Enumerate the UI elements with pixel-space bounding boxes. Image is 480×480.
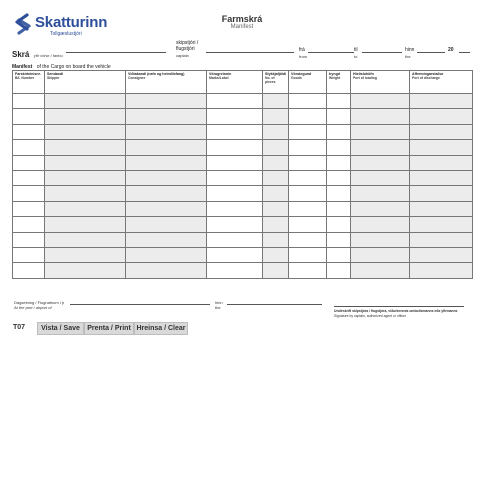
table-cell-input[interactable] [410, 109, 473, 124]
table-cell-input[interactable] [263, 263, 289, 278]
table-cell-input[interactable] [13, 155, 45, 170]
captain-input-line[interactable] [206, 52, 294, 53]
column-header [327, 71, 351, 94]
table-cell-input[interactable] [263, 155, 289, 170]
skra-label: Skrá [12, 50, 30, 59]
save-button[interactable]: Vista / Save [37, 322, 84, 335]
table-body [13, 94, 473, 279]
table-cell-input[interactable] [13, 109, 45, 124]
column-header [126, 71, 207, 94]
captain-label-en: captain [176, 53, 189, 58]
column-header-sublabel: Port of loading [353, 76, 377, 80]
date-input-line[interactable] [417, 52, 445, 53]
arrival-label: Dagsetning / Flugnafnum í þ [14, 300, 65, 305]
table-cell-input[interactable] [289, 170, 327, 185]
table-cell-input[interactable] [327, 201, 351, 216]
column-header [289, 71, 327, 94]
table-cell-input[interactable] [351, 186, 410, 201]
table-cell-input[interactable] [410, 247, 473, 262]
table-cell-input[interactable] [207, 109, 263, 124]
to-label: til [354, 47, 358, 53]
page-subtitle: Manifest [230, 24, 254, 30]
table-cell-input[interactable] [45, 232, 126, 247]
column-header-sublabel: Marks/Label [209, 76, 229, 80]
column-header [13, 71, 45, 94]
table-cell-input[interactable] [126, 140, 207, 155]
to-label-en: to [354, 54, 358, 59]
table-cell-input[interactable] [289, 124, 327, 139]
table-cell-input[interactable] [263, 94, 289, 109]
skatturinn-logo-icon [12, 12, 34, 36]
column-header-sublabel: Weight [329, 76, 341, 80]
table-cell-input[interactable] [13, 263, 45, 278]
table-cell-input[interactable] [289, 109, 327, 124]
arrival-label-en: At the port / airport of [14, 305, 52, 310]
manifest-table [12, 70, 473, 279]
table-cell-input[interactable] [126, 201, 207, 216]
table-cell-input[interactable] [263, 201, 289, 216]
table-cell-input[interactable] [207, 124, 263, 139]
table-cell-input[interactable] [410, 155, 473, 170]
form-id: T07 [13, 324, 26, 331]
to-input-line[interactable] [362, 52, 402, 53]
table-cell-input[interactable] [13, 140, 45, 155]
table-cell-input[interactable] [410, 170, 473, 185]
signature-label-en: Signature by captain, authorized agent or officer [334, 314, 407, 318]
table-cell-input[interactable] [13, 232, 45, 247]
table-cell-input[interactable] [351, 247, 410, 262]
from-input-line[interactable] [308, 52, 354, 53]
table-cell-input[interactable] [263, 217, 289, 232]
table-header-row [13, 71, 473, 94]
table-cell-input[interactable] [13, 247, 45, 262]
column-header-label: Sendandi [47, 72, 64, 76]
table-cell-input[interactable] [263, 232, 289, 247]
skra-rest: yfir vörur í farinu [33, 53, 63, 58]
column-header [410, 71, 473, 94]
arrival-input-line[interactable] [70, 304, 210, 305]
table-cell-input[interactable] [207, 217, 263, 232]
table-cell-input[interactable] [327, 124, 351, 139]
table-cell-input[interactable] [327, 170, 351, 185]
table-cell-input[interactable] [45, 124, 126, 139]
table-cell-input[interactable] [126, 232, 207, 247]
table-cell-input[interactable] [263, 140, 289, 155]
column-header-sublabel: Shipper [47, 76, 60, 80]
table-cell-input[interactable] [351, 140, 410, 155]
manifest-label: Manifest [12, 64, 33, 70]
table-cell-input[interactable] [327, 109, 351, 124]
logo [12, 12, 122, 38]
table-cell-input[interactable] [126, 94, 207, 109]
table-cell-input[interactable] [13, 124, 45, 139]
footer [12, 298, 472, 320]
year-input-line[interactable] [459, 52, 470, 53]
column-header-sublabel: B/L Number [15, 76, 35, 80]
table-row [13, 170, 473, 185]
table-cell-input[interactable] [263, 186, 289, 201]
footer-date-input-line[interactable] [227, 304, 322, 305]
table-cell-input[interactable] [351, 217, 410, 232]
table-cell-input[interactable] [126, 247, 207, 262]
table-cell-input[interactable] [207, 170, 263, 185]
table-row [13, 124, 473, 139]
manifest-rest: of the Cargo on board the vehicle [36, 64, 111, 70]
column-header-label: Farskírteinisnr. [15, 72, 41, 76]
footer-date-label-en: the [215, 305, 221, 310]
column-header-label: Affermingarstaður [412, 72, 444, 76]
table-row [13, 186, 473, 201]
table-cell-input[interactable] [45, 201, 126, 216]
table-cell-input[interactable] [207, 201, 263, 216]
table-cell-input[interactable] [207, 232, 263, 247]
table-cell-input[interactable] [410, 232, 473, 247]
table-cell-input[interactable] [289, 186, 327, 201]
column-header-sublabel: Port of discharge [412, 76, 440, 80]
table-row [13, 94, 473, 109]
table-cell-input[interactable] [45, 155, 126, 170]
table-cell-input[interactable] [126, 217, 207, 232]
table-cell-input[interactable] [351, 170, 410, 185]
date-label-en: the [405, 54, 411, 59]
clear-button[interactable]: Hreinsa / Clear [134, 322, 188, 335]
table-cell-input[interactable] [207, 186, 263, 201]
table-cell-input[interactable] [126, 109, 207, 124]
table-cell-input[interactable] [45, 217, 126, 232]
table-cell-input[interactable] [45, 170, 126, 185]
column-header-sublabel: No. of pieces [265, 76, 276, 84]
table-cell-input[interactable] [289, 155, 327, 170]
manifest-header [12, 40, 472, 70]
captain-label-is: skipstjóri / [176, 40, 199, 46]
date-label: hinn [405, 47, 415, 53]
page-title: Farmskrá [221, 14, 263, 24]
table-cell-input[interactable] [13, 217, 45, 232]
table-cell-input[interactable] [263, 124, 289, 139]
table-cell-input[interactable] [45, 109, 126, 124]
table-cell-input[interactable] [410, 263, 473, 278]
table-row [13, 263, 473, 278]
table-cell-input[interactable] [410, 140, 473, 155]
column-header-label: Viðtakandi (nafn og heimilisfang) [128, 72, 185, 76]
table-cell-input[interactable] [126, 263, 207, 278]
column-header [351, 71, 410, 94]
table-cell-input[interactable] [126, 170, 207, 185]
table-cell-input[interactable] [45, 247, 126, 262]
table-cell-input[interactable] [45, 94, 126, 109]
table-cell-input[interactable] [351, 109, 410, 124]
table-cell-input[interactable] [327, 217, 351, 232]
column-header-sublabel: Goods [291, 76, 302, 80]
table-cell-input[interactable] [207, 263, 263, 278]
table-cell-input[interactable] [351, 155, 410, 170]
table-cell-input[interactable] [289, 247, 327, 262]
table-cell-input[interactable] [126, 124, 207, 139]
table-cell-input[interactable] [207, 94, 263, 109]
table-cell-input[interactable] [207, 155, 263, 170]
table-cell-input[interactable] [351, 263, 410, 278]
table-cell-input[interactable] [327, 247, 351, 262]
column-header-label: Vörutegund [291, 72, 312, 76]
table-cell-input[interactable] [327, 186, 351, 201]
table-cell-input[interactable] [351, 124, 410, 139]
table-cell-input[interactable] [126, 155, 207, 170]
table-cell-input[interactable] [327, 140, 351, 155]
column-header-label: Stykkjafjöldi [265, 72, 287, 76]
table-cell-input[interactable] [327, 263, 351, 278]
column-header-sublabel: Consignee [128, 76, 146, 80]
table-row [13, 109, 473, 124]
column-header [45, 71, 126, 94]
table-cell-input[interactable] [410, 217, 473, 232]
table-cell-input[interactable] [289, 232, 327, 247]
from-label: frá [299, 47, 305, 53]
table-row [13, 201, 473, 216]
table-cell-input[interactable] [263, 170, 289, 185]
table-cell-input[interactable] [45, 263, 126, 278]
footer-date-label: hinn [215, 300, 223, 305]
column-header [263, 71, 289, 94]
table-cell-input[interactable] [410, 186, 473, 201]
table-row [13, 155, 473, 170]
table-cell-input[interactable] [289, 94, 327, 109]
table-cell-input[interactable] [327, 232, 351, 247]
column-header-label: Hleðsluhöfn [353, 72, 374, 76]
table-cell-input[interactable] [13, 201, 45, 216]
table-cell-input[interactable] [289, 263, 327, 278]
table-row [13, 217, 473, 232]
logo-subtitle: Tollgæslustjóri [50, 31, 82, 37]
table-cell-input[interactable] [13, 186, 45, 201]
table-cell-input[interactable] [13, 170, 45, 185]
table-row [13, 247, 473, 262]
year-prefix: 20 [448, 47, 454, 53]
table-cell-input[interactable] [410, 124, 473, 139]
table-cell-input[interactable] [45, 140, 126, 155]
column-header-label: Vörugreinnin [209, 72, 232, 76]
table-cell-input[interactable] [207, 140, 263, 155]
table-row [13, 232, 473, 247]
signature-input-line[interactable] [334, 306, 464, 307]
table-cell-input[interactable] [289, 217, 327, 232]
table-cell-input[interactable] [126, 186, 207, 201]
table-cell-input[interactable] [351, 232, 410, 247]
table-cell-input[interactable] [351, 94, 410, 109]
table-cell-input[interactable] [13, 94, 45, 109]
table-row [13, 140, 473, 155]
table-cell-input[interactable] [327, 155, 351, 170]
column-header-label: Þyngd [329, 72, 340, 76]
from-label-en: from [299, 54, 307, 59]
table-cell-input[interactable] [410, 94, 473, 109]
table-cell-input[interactable] [410, 201, 473, 216]
table-cell-input[interactable] [327, 94, 351, 109]
table-cell-input[interactable] [263, 109, 289, 124]
column-header [207, 71, 263, 94]
signature-label: Undirskrift skipstjóra / flugstjóra, viðurkennds umboðsmanns eða yfirmanns [334, 309, 458, 313]
table-cell-input[interactable] [351, 201, 410, 216]
captain-label-is2: flugstjóri [176, 46, 195, 52]
table-cell-input[interactable] [45, 186, 126, 201]
table-cell-input[interactable] [289, 201, 327, 216]
print-button[interactable]: Prenta / Print [84, 322, 134, 335]
table-cell-input[interactable] [263, 247, 289, 262]
logo-name: Skatturinn [35, 14, 108, 31]
table-cell-input[interactable] [289, 140, 327, 155]
skra-input-line[interactable] [66, 52, 166, 53]
table-cell-input[interactable] [207, 247, 263, 262]
